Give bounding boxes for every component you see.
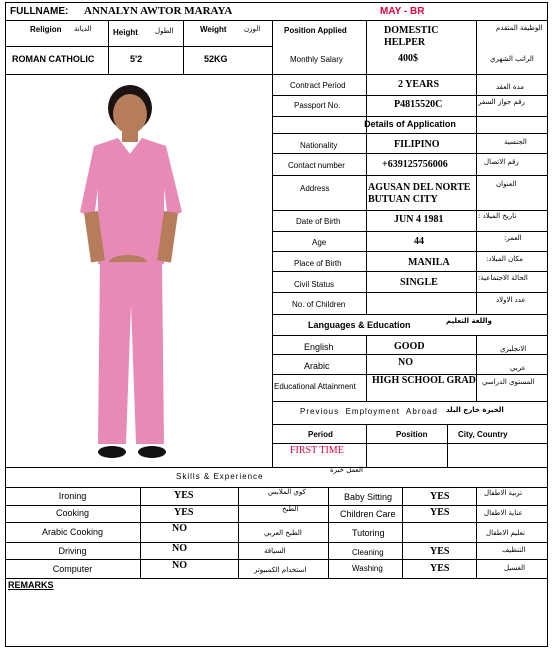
skill-arabic-cooking-ar: الطبخ العربي [264,529,302,537]
arabic-value: NO [398,357,413,368]
place-of-birth-label-ar: مكان الميلاد: [486,255,524,263]
arabic-label-ar: عربي [510,364,526,372]
address-value: AGUSAN DEL NORTE BUTUAN CITY [368,182,471,205]
position-label: Position Applied [284,26,347,35]
languages-title: Languages & Education [308,320,411,330]
skill-ironing-label: Ironing [58,491,87,501]
skill-washing-label: Washing [352,564,383,573]
height-value: 5'2 [130,54,143,64]
applicant-photo [60,84,200,464]
skill-baby-sitting-ar: تربية الاطفال [484,489,523,497]
arabic-label: Arabic [304,361,330,371]
children-label: No. of Children [292,300,346,309]
skill-tutoring-label: Tutoring [352,528,385,538]
english-value: GOOD [394,341,425,352]
contact-label-ar: رقم الاتصال [484,158,519,166]
height-label: Height [113,28,138,37]
skill-baby-sitting-value: YES [430,491,450,502]
skill-arabic-cooking-label: Arabic Cooking [41,527,104,537]
nationality-label: Nationality [300,141,338,150]
english-label-ar: الانجليزي [500,345,527,353]
fullname-value: ANNALYN AWTOR MARAYA [84,5,233,17]
contract-period-value: 2 YEARS [398,79,440,90]
skill-ironing-ar: كوي الملابس [268,488,306,496]
weight-label-ar: الوزن [244,25,261,33]
english-label: English [304,342,334,352]
skill-cooking-label: Cooking [55,508,90,518]
children-label-ar: عدد الاولاد [496,296,526,304]
skill-driving-ar: السياقة [264,547,286,555]
weight-value: 52KG [204,54,228,64]
skills-title-ar: العمل خبرة [330,466,363,474]
skill-driving-label: Driving [58,546,87,556]
contract-period-label: Contract Period [290,81,346,90]
address-label: Address [300,184,330,193]
religion-value: ROMAN CATHOLIC [12,54,95,64]
skill-tutoring-ar: تعليم الاطفال [486,529,525,537]
weight-label: Weight [200,25,227,34]
place-of-birth-value: MANILA [408,257,450,268]
education-value: HIGH SCHOOL GRAD [372,375,476,386]
skill-driving-value: NO [172,543,187,554]
salary-value: 400$ [398,53,418,64]
address-label-ar: العنوان [496,180,517,188]
employment-title: Previous Employment Abroad [300,407,438,416]
religion-label-ar: الديانة [74,25,92,33]
education-label: Educational Attainment [274,382,356,391]
skill-washing-ar: الغسيل [504,564,526,572]
skill-computer-value: NO [172,560,187,571]
skill-children-care-ar: عناية الاطفال [484,509,523,517]
skills-title: Skills & Experience [176,472,264,481]
details-title: Details of Application [364,119,456,129]
dob-label: Date of Birth [296,217,341,226]
passport-value: P4815520C [394,99,443,110]
skill-baby-sitting-label: Baby Sitting [344,492,393,502]
nationality-label-ar: الجنسية [504,138,527,146]
civil-status-value: SINGLE [400,277,438,288]
skill-cooking-ar: الطبخ [282,505,299,513]
age-label: Age [312,238,327,247]
employment-title-ar: الخبرة خارج البلد [446,406,504,414]
skill-cooking-value: YES [174,507,194,518]
contact-value: +639125756006 [382,159,448,170]
fullname-label: FULLNAME: [10,6,69,17]
civil-status-label-ar: الحالة الاجتماعية: [478,274,528,282]
salary-label-ar: الراتب الشهري [490,55,534,63]
passport-label-ar: رقم جواز السفر [478,98,525,106]
position-label-ar: الوظيفة المتقدم [496,24,543,32]
dob-label-ar: تاريخ الميلاد : [478,212,517,220]
skill-children-care-label: Children Care [340,509,396,519]
period-header: Period [308,430,333,439]
languages-title-ar: واللغة التعليم [446,317,492,325]
skill-ironing-value: YES [174,490,194,501]
city-country-header: City, Country [458,430,508,439]
religion-label: Religion [30,25,62,34]
age-label-ar: العمر: [504,234,522,242]
remarks-label: REMARKS [8,580,54,590]
education-label-ar: المستوى الدراسي [482,378,535,386]
position-value: DOMESTIC HELPER [384,25,439,48]
skill-cleaning-ar: التنظيف [502,546,526,554]
skill-washing-value: YES [430,563,450,574]
skill-arabic-cooking-value: NO [172,523,187,534]
reference-code: MAY - BR [380,6,425,17]
salary-label: Monthly Salary [290,55,343,64]
dob-value: JUN 4 1981 [394,214,444,225]
skill-cleaning-value: YES [430,546,450,557]
contact-label: Contact number [288,161,345,170]
skill-children-care-value: YES [430,507,450,518]
skill-computer-label: Computer [52,564,93,574]
contract-period-label-ar: مدة العقد [496,83,524,91]
position-header: Position [396,430,428,439]
age-value: 44 [414,236,424,247]
civil-status-label: Civil Status [294,280,335,289]
place-of-birth-label: Place of Birth [294,259,342,268]
height-label-ar: الطول [155,27,174,35]
skill-computer-ar: استخدام الكمبيوتر [254,566,307,574]
passport-label: Passport No. [294,101,341,110]
nationality-value: FILIPINO [394,139,440,150]
skill-cleaning-label: Cleaning [352,548,384,557]
first-time-text: FIRST TIME [290,445,344,456]
